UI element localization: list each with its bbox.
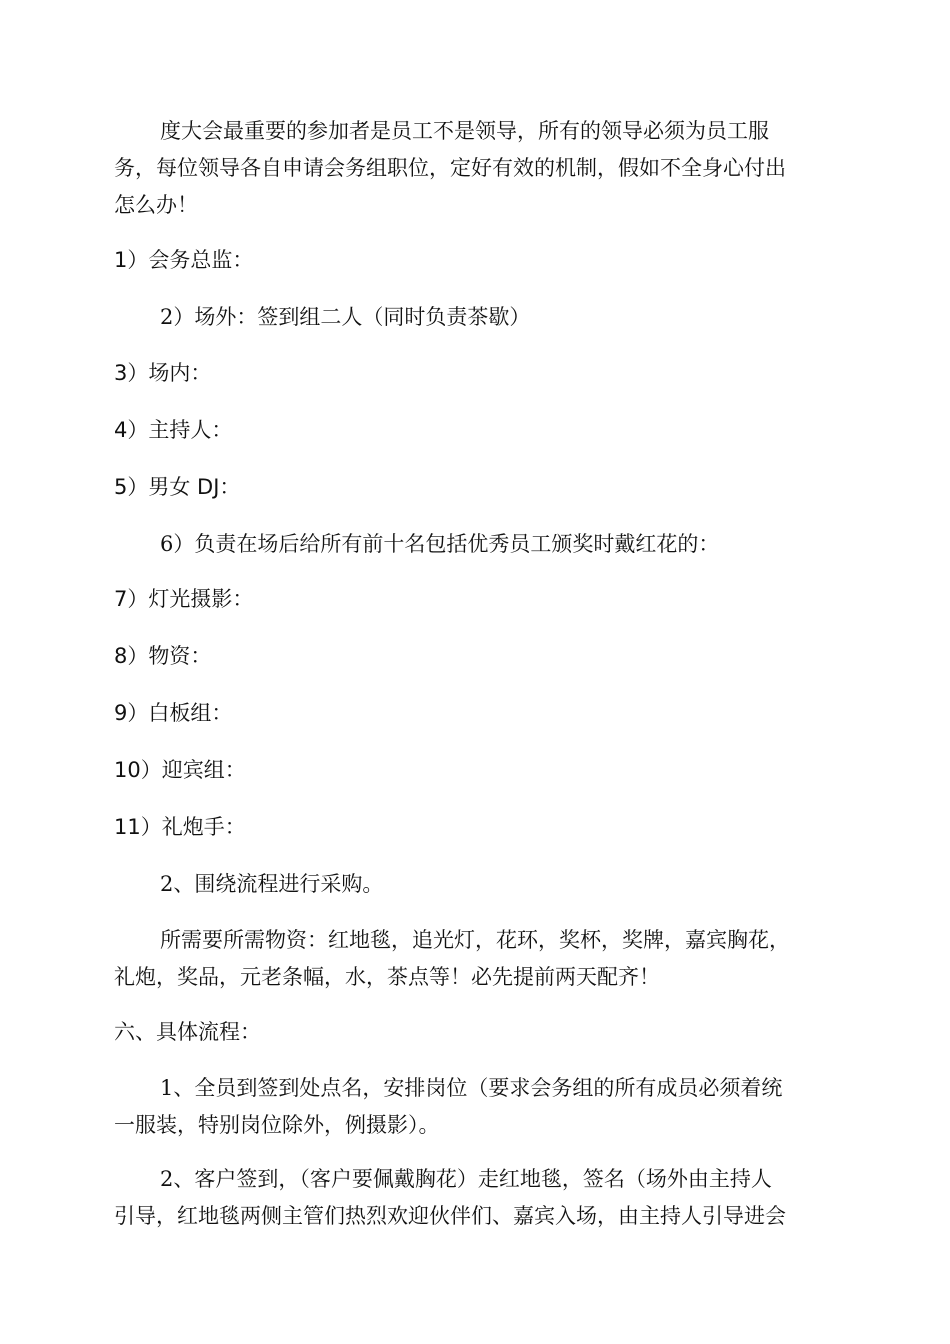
paragraph-line: 怎么办！ xyxy=(114,193,198,217)
paragraph-line: 务，每位领导各自申请会务组职位，定好有效的机制，假如不全身心付出 xyxy=(114,156,786,180)
role-item: 8）物资： xyxy=(114,644,212,668)
paragraph-line: 礼炮，奖品，元老条幅，水，茶点等！必先提前两天配齐！ xyxy=(114,965,660,989)
role-item: 11）礼炮手： xyxy=(114,815,246,839)
role-item: 4）主持人： xyxy=(114,418,233,442)
role-item: 2）场外：签到组二人（同时负责茶歇） xyxy=(160,305,531,329)
section-title: 2、围绕流程进行采购。 xyxy=(160,872,384,896)
paragraph-line: 一服装，特别岗位除外，例摄影）。 xyxy=(114,1113,440,1137)
role-item: 7）灯光摄影： xyxy=(114,587,254,611)
role-item: 6）负责在场后给所有前十名包括优秀员工颁奖时戴红花的： xyxy=(160,532,720,556)
role-item: 10）迎宾组： xyxy=(114,758,246,782)
role-item: 9）白板组： xyxy=(114,701,233,725)
role-item: 1）会务总监： xyxy=(114,248,254,272)
section-title: 六、具体流程： xyxy=(114,1020,261,1044)
role-item: 3）场内： xyxy=(114,361,212,385)
role-item: 5）男女 DJ： xyxy=(114,475,241,499)
paragraph-line: 引导，红地毯两侧主管们热烈欢迎伙伴们、嘉宾入场，由主持人引导进会 xyxy=(114,1204,786,1228)
paragraph-line: 2、客户签到，（客户要佩戴胸花）走红地毯，签名（场外由主持人 xyxy=(160,1167,772,1191)
paragraph-line: 所需要所需物资：红地毯，追光灯，花环，奖杯，奖牌，嘉宾胸花， xyxy=(160,928,790,952)
paragraph-line: 1、全员到签到处点名，安排岗位（要求会务组的所有成员必须着统 xyxy=(160,1076,783,1100)
paragraph-line: 度大会最重要的参加者是员工不是领导，所有的领导必须为员工服 xyxy=(160,119,769,143)
